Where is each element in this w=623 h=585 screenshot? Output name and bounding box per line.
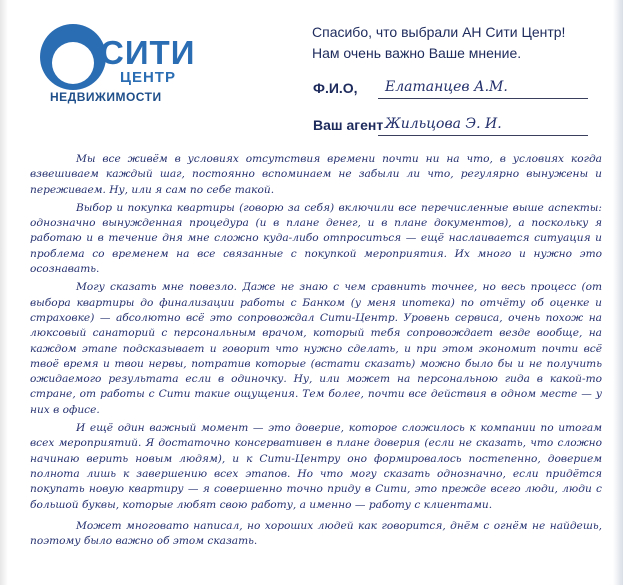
scan-edge-right <box>613 0 623 585</box>
name-value: Елатанцев А.М. <box>385 79 508 95</box>
letter-paragraph-1: Мы все живём в условиях отсутствия времени почти ни на что, в условиях когда взвешиваем каждый шаг, постоянно вспоминаем не забыли ли что, регулярно вынужены и переживаем. Ну, или я сам по себе такой. <box>30 153 602 196</box>
agent-value: Жильцова Э. И. <box>385 116 502 132</box>
thanks-line-2: Нам очень важно Ваше мнение. <box>312 45 522 61</box>
agent-label: Ваш агент <box>313 117 384 133</box>
logo-brand-sub: ЦЕНТР <box>120 69 176 86</box>
thanks-line-1: Спасибо, что выбрали АН Сити Центр! <box>312 24 566 40</box>
scan-edge-left <box>0 0 8 585</box>
logo-brand-tagline: НЕДВИЖИМОСТИ <box>50 90 162 104</box>
letter-paragraph-5: Может многовато написал, но хороших людей как говорится, днём с огнём не найдешь, поэтому было важно об этом сказать. <box>30 519 602 548</box>
letter-paragraph-4: И ещё один важный момент — это доверие, которое сложилось к компании по итогам всех мероприятий. Я достаточно консервативен в плане доверия (если не сказать, что сложно начинаю верить новым людям), и к Сити-Центру оно формировалось постепенно, доверием полнота лишь к завершению всех этапов. Но что могу сказать однозначно, если придётся покупать новую квартиру — я совершенно точно приду в Сити, это прежде всего люди, люди с большой буквы, которые любят свою работу, а именно — работу с клиентами. <box>30 422 602 511</box>
name-label: Ф.И.О, <box>313 80 358 96</box>
logo-circle-icon <box>40 24 106 90</box>
name-underline <box>378 98 588 99</box>
company-logo <box>40 18 210 108</box>
thanks-message <box>312 22 602 64</box>
letter-paragraph-2: Выбор и покупка квартиры (говорю за себя) включили все перечисленные выше аспекты: однозначно вынужденная процедура (и в плане денег, и в плане документов), а поскольку я работаю и в течение дня мне сложно куда-либо отпроситься — ещё наслаивается ситуация и проблема со временем на все связанные с покупкой мероприятия. Их много и нужно это осознавать. <box>30 201 602 276</box>
agent-underline <box>378 135 588 136</box>
letter-paragraph-3: Могу сказать мне повезло. Даже не знаю с чем сравнить точнее, но весь процесс (от выбора квартиры до финализации работы с Банком (у меня ипотека) по отчёту об оценке и страховке) — абсолютно всё это сопровождал Сити-Центр. Уровень сервиса, очень похож на люксовый санаторий с персональным врачом, который тебя сопровождает везде вообще, на каждом этапе подсказывает и говорит что нужно сделать, и при этом экономит почти всё твоё время и твои нервы, потратив которые (встати сказать) можно было бы и не получить ожидаемого результата если в одиночку. Ну, или может на персональною гида в какой-то стране, от работы с Сити такие ощущения. Тем более, почти все действия в одном месте — у них в офисе. <box>30 281 602 416</box>
logo-brand-name: СИТИ <box>100 34 196 71</box>
handwritten-letter <box>30 152 602 552</box>
